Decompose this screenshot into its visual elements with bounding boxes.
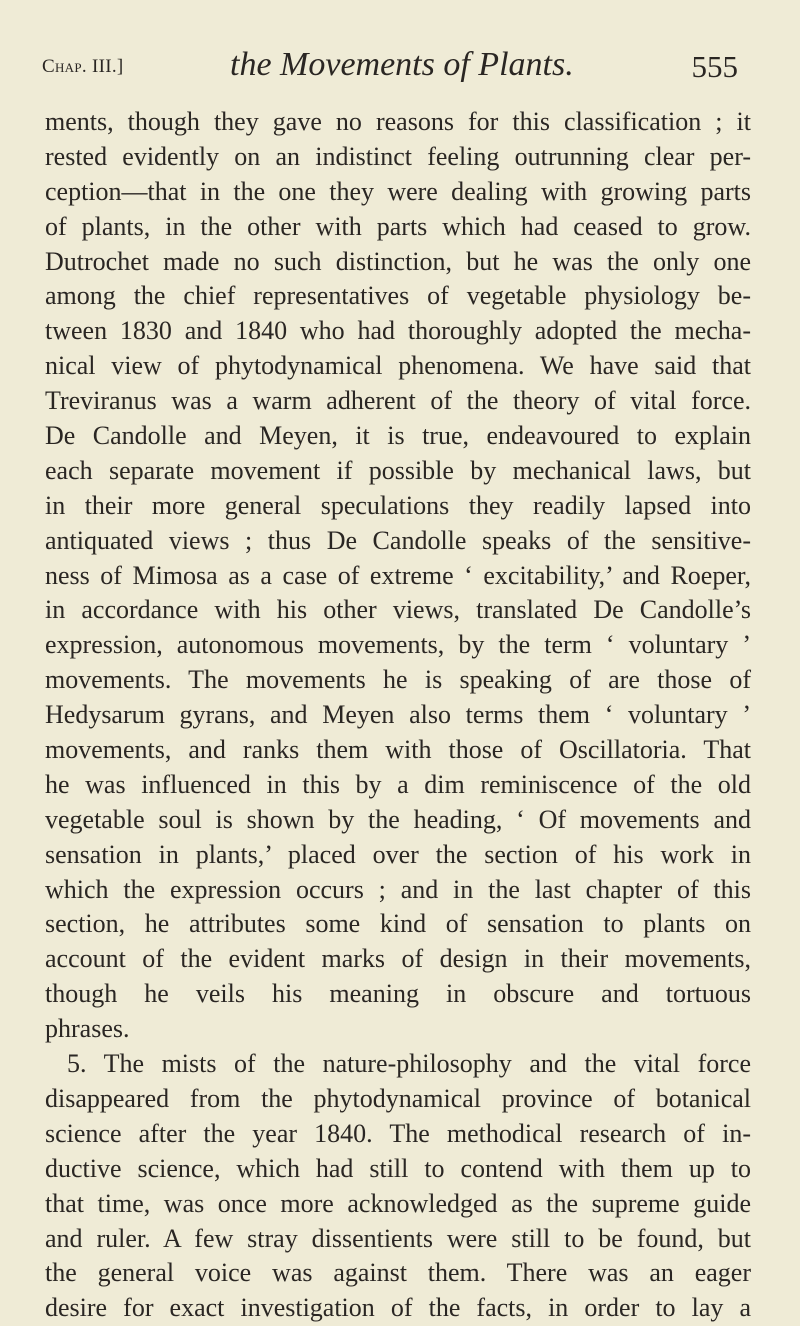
text-line: science after the year 1840. The methodical research of in-: [45, 1118, 751, 1148]
text-line: ness of Mimosa as a case of extreme ‘ excitability,’ and Roeper,: [45, 560, 751, 590]
text-line: each separate movement if possible by mechanical laws, but: [45, 455, 751, 485]
text-line: he was influenced in this by a dim reminiscence of the old: [45, 769, 751, 799]
text-line: vegetable soul is shown by the heading, ‘ Of movements and: [45, 804, 751, 834]
text-line: in accordance with his other views, translated De Candolle’s: [45, 595, 751, 625]
text-line: ception—that in the one they were dealing with growing parts: [45, 176, 751, 206]
text-line: section, he attributes some kind of sensation to plants on: [45, 909, 751, 939]
chapter-label: Chap. III.]: [42, 56, 124, 77]
text-line: the general voice was against them. There was an eager: [45, 1258, 751, 1288]
text-line: movements. The movements he is speaking of are those of: [45, 665, 751, 695]
text-line: which the expression occurs ; and in the last chapter of this: [45, 874, 751, 904]
text-line: though he veils his meaning in obscure and tortuous: [45, 979, 751, 1009]
text-line: in their more general speculations they readily lapsed into: [45, 490, 751, 520]
text-line: and ruler. A few stray dissentients were still to be found, but: [45, 1223, 751, 1253]
body-text: [45, 105, 751, 1326]
text-line: disappeared from the phytodynamical province of botanical: [45, 1083, 751, 1113]
page-number: 555: [691, 49, 738, 84]
text-line: account of the evident marks of design in their movements,: [45, 944, 751, 974]
text-line: ductive science, which had still to contend with them up to: [45, 1153, 751, 1183]
text-line: movements, and ranks them with those of Oscillatoria. That: [45, 735, 751, 765]
text-line: of plants, in the other with parts which had ceased to grow.: [45, 211, 751, 241]
text-line: antiquated views ; thus De Candolle speaks of the sensitive-: [45, 525, 751, 555]
text-line: rested evidently on an indistinct feeling outrunning clear per-: [45, 141, 751, 171]
text-line: Dutrochet made no such distinction, but he was the only one: [45, 246, 751, 276]
text-line: sensation in plants,’ placed over the section of his work in: [45, 839, 751, 869]
text-line: desire for exact investigation of the facts, in order to lay a: [45, 1293, 751, 1323]
paragraph-end-line: phrases.: [45, 1014, 130, 1044]
text-line: that time, was once more acknowledged as the supreme guide: [45, 1188, 751, 1218]
section-start-line: 5. The mists of the nature-philosophy and the vital force: [67, 1049, 751, 1079]
text-line: Treviranus was a warm adherent of the theory of vital force.: [45, 386, 751, 416]
running-head: [40, 44, 738, 94]
text-line: De Candolle and Meyen, it is true, endeavoured to explain: [45, 421, 751, 451]
text-line: expression, autonomous movements, by the term ‘ voluntary ’: [45, 630, 751, 660]
text-line: ments, though they gave no reasons for this classification ; it: [45, 107, 751, 136]
text-line: nical view of phytodynamical phenomena. We have said that: [45, 351, 751, 381]
text-line: among the chief representatives of vegetable physiology be-: [45, 281, 751, 311]
running-title: the Movements of Plants.: [230, 46, 574, 83]
text-line: Hedysarum gyrans, and Meyen also terms them ‘ voluntary ’: [45, 700, 751, 730]
text-line: tween 1830 and 1840 who had thoroughly adopted the mecha-: [45, 316, 751, 346]
